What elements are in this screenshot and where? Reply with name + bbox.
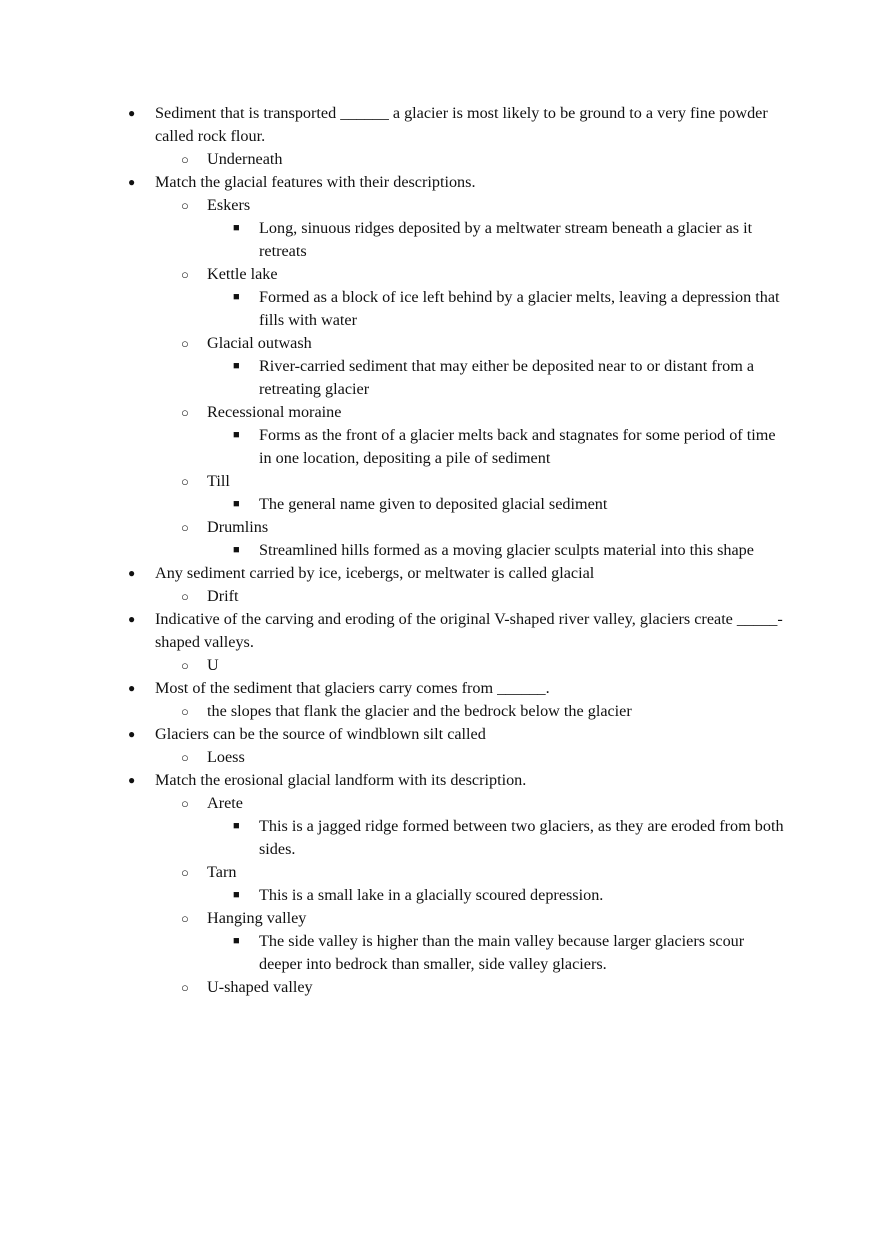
outline-description bbox=[0, 424, 880, 470]
outline-question bbox=[0, 171, 880, 194]
list-item-text: the slopes that flank the glacier and the bedrock below the glacier bbox=[207, 702, 632, 720]
list-item-text: Eskers bbox=[207, 196, 251, 214]
outline-question bbox=[0, 102, 880, 148]
outline-description bbox=[0, 355, 880, 401]
outline-answer bbox=[0, 907, 880, 930]
list-item-text: Match the erosional glacial landform with its description. bbox=[155, 771, 527, 789]
bullet-circle-icon: ○ bbox=[181, 198, 189, 213]
list-item-text: Formed as a block of ice left behind by a glacier melts, leaving a depression that fills with water bbox=[259, 288, 780, 329]
bullet-circle-icon: ○ bbox=[181, 520, 189, 535]
list-item-text: Sediment that is transported ______ a glacier is most likely to be ground to a very fine powder called rock flour. bbox=[155, 104, 768, 145]
list-item-text: Recessional moraine bbox=[207, 403, 342, 421]
bullet-square-icon: ■ bbox=[233, 360, 240, 372]
bullet-circle-icon: ○ bbox=[181, 589, 189, 604]
list-item-text: Drumlins bbox=[207, 518, 269, 536]
outline-description bbox=[0, 884, 880, 907]
bullet-disc-icon: ● bbox=[128, 681, 136, 695]
bullet-square-icon: ■ bbox=[233, 935, 240, 947]
list-item-text: U-shaped valley bbox=[207, 978, 313, 996]
outline-answer bbox=[0, 148, 880, 171]
outline-answer bbox=[0, 470, 880, 493]
outline-answer bbox=[0, 332, 880, 355]
bullet-disc-icon: ● bbox=[128, 566, 136, 580]
list-item-text: The general name given to deposited glacial sediment bbox=[259, 495, 608, 513]
list-item-text: Long, sinuous ridges deposited by a meltwater stream beneath a glacier as it retreats bbox=[259, 219, 753, 260]
bullet-circle-icon: ○ bbox=[181, 405, 189, 420]
list-item-text: Till bbox=[207, 472, 230, 490]
list-item-text: U bbox=[207, 656, 219, 674]
outline-question bbox=[0, 723, 880, 746]
outline-description bbox=[0, 815, 880, 861]
outline-answer bbox=[0, 585, 880, 608]
outline-answer bbox=[0, 976, 880, 999]
outline-answer bbox=[0, 516, 880, 539]
list-item-text: Kettle lake bbox=[207, 265, 278, 283]
bullet-disc-icon: ● bbox=[128, 727, 136, 741]
outline-question bbox=[0, 677, 880, 700]
bulleted-outline bbox=[0, 102, 880, 999]
bullet-square-icon: ■ bbox=[233, 429, 240, 441]
bullet-square-icon: ■ bbox=[233, 291, 240, 303]
list-item-text: This is a jagged ridge formed between two glaciers, as they are eroded from both sides. bbox=[259, 817, 784, 858]
outline-answer bbox=[0, 700, 880, 723]
bullet-disc-icon: ● bbox=[128, 612, 136, 626]
outline-answer bbox=[0, 861, 880, 884]
outline-answer bbox=[0, 792, 880, 815]
list-item-text: Loess bbox=[207, 748, 245, 766]
outline-description bbox=[0, 217, 880, 263]
bullet-circle-icon: ○ bbox=[181, 796, 189, 811]
bullet-disc-icon: ● bbox=[128, 773, 136, 787]
outline-description bbox=[0, 539, 880, 562]
bullet-square-icon: ■ bbox=[233, 498, 240, 510]
list-item-text: The side valley is higher than the main valley because larger glaciers scour deeper into bedrock than smaller, side valley glaciers. bbox=[259, 932, 745, 973]
list-item-text: Most of the sediment that glaciers carry comes from ______. bbox=[155, 679, 550, 697]
bullet-circle-icon: ○ bbox=[181, 865, 189, 880]
bullet-disc-icon: ● bbox=[128, 175, 136, 189]
bullet-circle-icon: ○ bbox=[181, 750, 189, 765]
bullet-square-icon: ■ bbox=[233, 820, 240, 832]
list-item-text: This is a small lake in a glacially scoured depression. bbox=[259, 886, 604, 904]
outline-answer bbox=[0, 654, 880, 677]
list-item-text: River-carried sediment that may either be deposited near to or distant from a retreating glacier bbox=[259, 357, 755, 398]
bullet-circle-icon: ○ bbox=[181, 152, 189, 167]
outline-description bbox=[0, 286, 880, 332]
list-item-text: Arete bbox=[207, 794, 243, 812]
list-item-text: Glaciers can be the source of windblown silt called bbox=[155, 725, 486, 743]
list-item-text: Match the glacial features with their descriptions. bbox=[155, 173, 476, 191]
list-item-text: Indicative of the carving and eroding of the original V-shaped river valley, glaciers create _____-shaped valleys. bbox=[155, 610, 783, 651]
list-item-text: Tarn bbox=[207, 863, 237, 881]
bullet-circle-icon: ○ bbox=[181, 911, 189, 926]
outline-answer bbox=[0, 263, 880, 286]
list-item-text: Streamlined hills formed as a moving glacier sculpts material into this shape bbox=[259, 541, 754, 559]
list-item-text: Glacial outwash bbox=[207, 334, 312, 352]
bullet-square-icon: ■ bbox=[233, 222, 240, 234]
outline-answer bbox=[0, 194, 880, 217]
list-item-text: Forms as the front of a glacier melts back and stagnates for some period of time in one location, depositing a pile of sediment bbox=[259, 426, 776, 467]
outline-description bbox=[0, 493, 880, 516]
bullet-circle-icon: ○ bbox=[181, 658, 189, 673]
list-item-text: Drift bbox=[207, 587, 239, 605]
outline-description bbox=[0, 930, 880, 976]
outline-question bbox=[0, 608, 880, 654]
list-item-text: Underneath bbox=[207, 150, 283, 168]
outline-question bbox=[0, 562, 880, 585]
outline-question bbox=[0, 769, 880, 792]
bullet-disc-icon: ● bbox=[128, 106, 136, 120]
bullet-circle-icon: ○ bbox=[181, 704, 189, 719]
list-item-text: Hanging valley bbox=[207, 909, 307, 927]
bullet-circle-icon: ○ bbox=[181, 336, 189, 351]
bullet-circle-icon: ○ bbox=[181, 474, 189, 489]
bullet-circle-icon: ○ bbox=[181, 267, 189, 282]
outline-answer bbox=[0, 401, 880, 424]
bullet-circle-icon: ○ bbox=[181, 980, 189, 995]
bullet-square-icon: ■ bbox=[233, 544, 240, 556]
list-item-text: Any sediment carried by ice, icebergs, or meltwater is called glacial bbox=[155, 564, 595, 582]
bullet-square-icon: ■ bbox=[233, 889, 240, 901]
outline-answer bbox=[0, 746, 880, 769]
